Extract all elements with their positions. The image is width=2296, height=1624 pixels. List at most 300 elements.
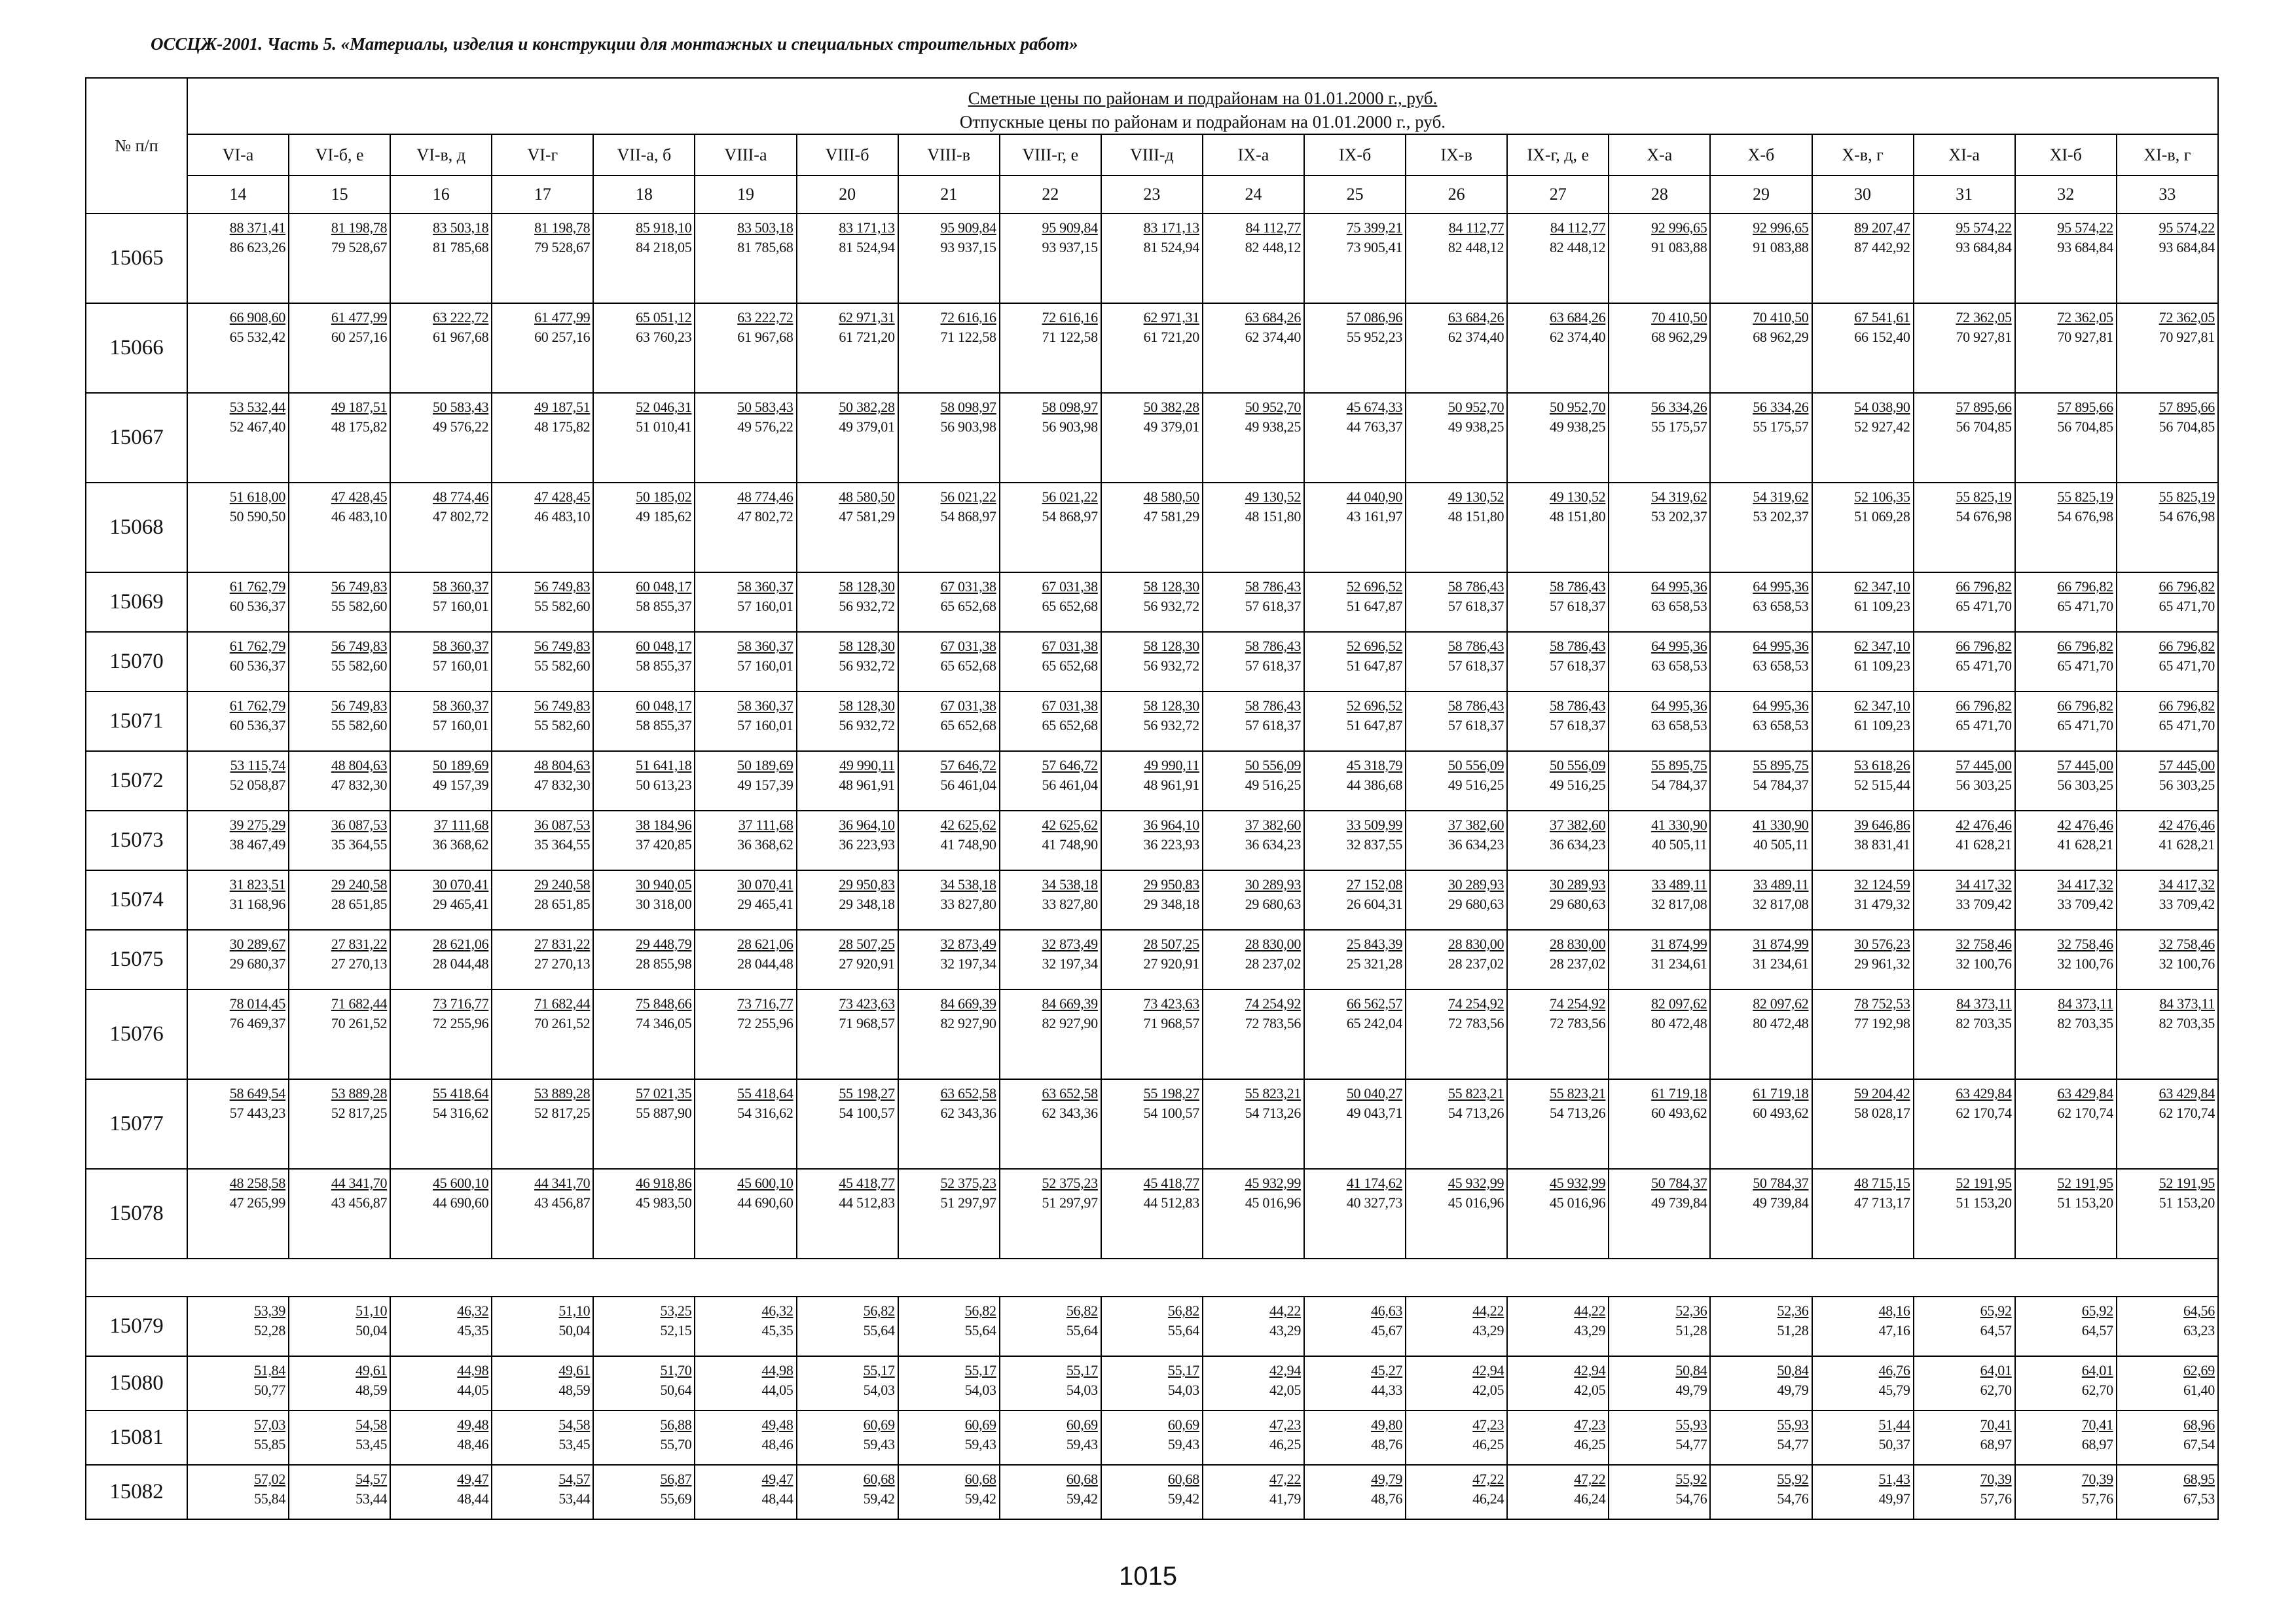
release-price: 32 817,08 [1651, 896, 1707, 912]
estimate-price: 54,58 [355, 1416, 388, 1433]
price-cell [390, 213, 492, 303]
price-cell [1406, 303, 1507, 393]
price-cell [1304, 483, 1406, 572]
column-header: VII-а, б [593, 134, 695, 175]
estimate-price: 58 128,30 [1143, 578, 1199, 595]
estimate-price: 51,43 [1878, 1471, 1910, 1487]
column-header: XI-в, г [2117, 134, 2218, 175]
release-price: 38 467,49 [229, 836, 286, 853]
estimate-price: 82 097,62 [1753, 995, 1809, 1012]
price-cell [1710, 989, 1812, 1079]
price-cell [1304, 692, 1406, 751]
row-number: 15082 [86, 1465, 187, 1519]
price-cell [1914, 751, 2015, 811]
estimate-price: 55 895,75 [1651, 757, 1707, 773]
price-cell [1812, 483, 1914, 572]
estimate-price: 48 774,46 [432, 489, 489, 505]
column-index: 26 [1406, 175, 1507, 213]
release-price: 77 192,98 [1854, 1015, 1910, 1031]
estimate-price: 45 418,77 [1143, 1175, 1199, 1191]
estimate-price: 28 830,00 [1550, 936, 1606, 952]
price-cell [289, 1297, 390, 1356]
release-price: 46 483,10 [534, 508, 591, 525]
release-price: 87 442,92 [1854, 239, 1910, 255]
price-cell [187, 692, 289, 751]
estimate-price: 57 895,66 [2159, 399, 2215, 415]
release-price: 45,79 [1878, 1382, 1910, 1398]
price-cell [289, 1169, 390, 1259]
release-price: 57 160,01 [737, 657, 793, 674]
release-price: 70 927,81 [2159, 329, 2215, 345]
price-cell [1000, 751, 1101, 811]
release-price: 65 652,68 [940, 598, 996, 614]
release-price: 82 448,12 [1550, 239, 1606, 255]
estimate-price: 56 021,22 [1042, 489, 1098, 505]
price-cell [1406, 692, 1507, 751]
estimate-price: 33 509,99 [1346, 817, 1403, 833]
price-cell [695, 870, 796, 930]
estimate-price: 49 130,52 [1448, 489, 1504, 505]
release-price: 86 623,26 [229, 239, 286, 255]
estimate-price: 29 950,83 [839, 876, 895, 893]
price-cell [390, 1356, 492, 1411]
estimate-price: 60,69 [863, 1416, 895, 1433]
estimate-price: 95 574,22 [2159, 219, 2215, 236]
estimate-price: 53,39 [254, 1302, 286, 1319]
price-cell [187, 930, 289, 989]
price-cell [1406, 483, 1507, 572]
page-number: 1015 [1119, 1562, 1177, 1591]
price-cell [695, 1356, 796, 1411]
estimate-price: 63 652,58 [940, 1085, 996, 1101]
release-price: 35 364,55 [534, 836, 591, 853]
release-price: 41 628,21 [1956, 836, 2012, 853]
release-price: 49 516,25 [1448, 777, 1504, 793]
release-price: 70 261,52 [534, 1015, 591, 1031]
price-cell [2117, 989, 2218, 1079]
column-header: VI-г [492, 134, 593, 175]
table-row [86, 632, 2218, 692]
estimate-price: 83 171,13 [839, 219, 895, 236]
estimate-price: 56 749,83 [331, 638, 388, 654]
price-cell [1609, 751, 1710, 811]
release-price: 59,42 [964, 1490, 996, 1507]
price-cell [390, 393, 492, 483]
price-cell [593, 751, 695, 811]
table-row [86, 1411, 2218, 1465]
estimate-price: 66 562,57 [1346, 995, 1403, 1012]
estimate-price: 47,22 [1574, 1471, 1606, 1487]
release-price: 47 713,17 [1854, 1194, 1910, 1211]
release-price: 42,05 [1269, 1382, 1302, 1398]
price-cell [1000, 483, 1101, 572]
estimate-price: 92 996,65 [1753, 219, 1809, 236]
column-header: XI-б [2015, 134, 2117, 175]
price-cell [1000, 632, 1101, 692]
price-cell [492, 811, 593, 870]
price-cell [898, 870, 1000, 930]
release-price: 93 684,84 [1956, 239, 2012, 255]
price-cell [492, 393, 593, 483]
table-row [86, 213, 2218, 303]
release-price: 47 581,29 [1143, 508, 1199, 525]
price-cell [187, 572, 289, 632]
release-price: 36 223,93 [839, 836, 895, 853]
release-price: 56 461,04 [1042, 777, 1098, 793]
release-price: 47 581,29 [839, 508, 895, 525]
estimate-price: 70,39 [1980, 1471, 2012, 1487]
price-cell [289, 632, 390, 692]
estimate-price: 31 874,99 [1651, 936, 1707, 952]
estimate-price: 57 646,72 [940, 757, 996, 773]
release-price: 37 420,85 [636, 836, 692, 853]
price-cell [1203, 989, 1304, 1079]
release-price: 44 690,60 [432, 1194, 489, 1211]
release-price: 47 265,99 [229, 1194, 286, 1211]
estimate-price: 41 330,90 [1753, 817, 1809, 833]
price-cell [898, 1356, 1000, 1411]
price-cell [695, 692, 796, 751]
price-cell [797, 213, 898, 303]
estimate-price: 64 995,36 [1753, 697, 1809, 714]
estimate-price: 50 583,43 [737, 399, 793, 415]
release-price: 59,43 [964, 1436, 996, 1452]
estimate-price: 83 171,13 [1143, 219, 1199, 236]
estimate-price: 58 786,43 [1550, 578, 1606, 595]
estimate-price: 44,22 [1472, 1302, 1504, 1319]
price-cell [1101, 572, 1203, 632]
estimate-price: 48 804,63 [534, 757, 591, 773]
estimate-price: 53 618,26 [1854, 757, 1910, 773]
estimate-price: 66 796,82 [1956, 697, 2012, 714]
estimate-price: 44 040,90 [1346, 489, 1403, 505]
estimate-price: 74 254,92 [1448, 995, 1504, 1012]
price-cell [593, 1169, 695, 1259]
release-price: 49 157,39 [432, 777, 489, 793]
price-cell [1812, 303, 1914, 393]
estimate-price: 54,57 [558, 1471, 591, 1487]
price-cell [1812, 1079, 1914, 1169]
estimate-price: 42 476,46 [2159, 817, 2215, 833]
estimate-price: 46,76 [1878, 1362, 1910, 1378]
release-price: 48,44 [761, 1490, 793, 1507]
release-price: 28 237,02 [1448, 955, 1504, 972]
estimate-price: 55 825,19 [2057, 489, 2113, 505]
estimate-price: 58 786,43 [1448, 697, 1504, 714]
price-cell [492, 1297, 593, 1356]
estimate-price: 83 503,18 [432, 219, 489, 236]
price-cell [2015, 572, 2117, 632]
estimate-price: 73 423,63 [839, 995, 895, 1012]
release-price: 55,69 [660, 1490, 692, 1507]
estimate-price: 63 684,26 [1448, 309, 1504, 325]
estimate-price: 55 823,21 [1245, 1085, 1302, 1101]
table-body [86, 213, 2218, 1519]
estimate-price: 36 964,10 [1143, 817, 1199, 833]
estimate-price: 58 360,37 [432, 578, 489, 595]
price-cell [492, 632, 593, 692]
release-price: 60 493,62 [1651, 1105, 1707, 1121]
price-cell [390, 632, 492, 692]
release-price: 29 961,32 [1854, 955, 1910, 972]
release-price: 56 303,25 [2159, 777, 2215, 793]
price-cell [593, 1297, 695, 1356]
release-price: 55 887,90 [636, 1105, 692, 1121]
estimate-price: 34 417,32 [1956, 876, 2012, 893]
row-number: 15070 [86, 632, 187, 692]
release-price: 65 242,04 [1346, 1015, 1403, 1031]
price-cell [1101, 483, 1203, 572]
release-price: 70 261,52 [331, 1015, 388, 1031]
estimate-price: 37 111,68 [433, 817, 489, 833]
price-cell [2015, 1356, 2117, 1411]
estimate-price: 50 556,09 [1245, 757, 1302, 773]
release-price: 55 582,60 [534, 657, 591, 674]
estimate-price: 44,22 [1574, 1302, 1606, 1319]
estimate-price: 34 538,18 [1042, 876, 1098, 893]
column-header: IX-в [1406, 134, 1507, 175]
price-cell [1101, 1411, 1203, 1465]
price-cell [898, 751, 1000, 811]
price-cell [1304, 930, 1406, 989]
estimate-price: 50 784,37 [1651, 1175, 1707, 1191]
price-cell [2117, 393, 2218, 483]
release-price: 33 709,42 [2159, 896, 2215, 912]
table-row [86, 303, 2218, 393]
estimate-price: 44,98 [457, 1362, 489, 1378]
price-cell [797, 870, 898, 930]
release-price: 48,44 [457, 1490, 489, 1507]
estimate-price: 58 786,43 [1448, 578, 1504, 595]
column-index: 25 [1304, 175, 1406, 213]
estimate-price: 84 112,77 [1448, 219, 1504, 236]
price-cell [1710, 1297, 1812, 1356]
estimate-price: 49 130,52 [1245, 489, 1302, 505]
price-cell [1812, 692, 1914, 751]
price-cell [1914, 692, 2015, 751]
estimate-price: 37 382,60 [1245, 817, 1302, 833]
price-cell [1609, 1465, 1710, 1519]
price-cell [492, 751, 593, 811]
price-cell [2117, 1297, 2218, 1356]
release-price: 50,77 [254, 1382, 286, 1398]
price-cell [2117, 1411, 2218, 1465]
price-cell [2117, 213, 2218, 303]
release-price: 62,70 [2081, 1382, 2113, 1398]
price-cell [2015, 811, 2117, 870]
estimate-price: 30 576,23 [1854, 936, 1910, 952]
price-cell [797, 1411, 898, 1465]
price-cell [390, 572, 492, 632]
price-cell [2117, 483, 2218, 572]
release-price: 61 109,23 [1854, 717, 1910, 733]
release-price: 66 152,40 [1854, 329, 1910, 345]
price-cell [1304, 1169, 1406, 1259]
estimate-price: 64 995,36 [1651, 697, 1707, 714]
release-price: 33 709,42 [2057, 896, 2113, 912]
release-price: 65 652,68 [940, 717, 996, 733]
price-cell [2015, 870, 2117, 930]
estimate-price: 64,01 [2081, 1362, 2113, 1378]
price-cell [1507, 303, 1609, 393]
price-cell [1203, 930, 1304, 989]
estimate-price: 49,48 [761, 1416, 793, 1433]
price-cell [1812, 393, 1914, 483]
estimate-price: 63 652,58 [1042, 1085, 1098, 1101]
price-cell [1507, 393, 1609, 483]
estimate-price: 50 382,28 [1143, 399, 1199, 415]
estimate-price: 49,80 [1371, 1416, 1403, 1433]
release-price: 67,53 [2183, 1490, 2215, 1507]
estimate-price: 51,84 [254, 1362, 286, 1378]
release-price: 29 348,18 [839, 896, 895, 912]
price-cell [797, 1356, 898, 1411]
release-price: 57 618,37 [1550, 717, 1606, 733]
price-cell [1507, 811, 1609, 870]
price-cell [1101, 1079, 1203, 1169]
price-cell [187, 1356, 289, 1411]
title-row [86, 78, 2218, 134]
price-cell [1609, 870, 1710, 930]
price-cell [1000, 1411, 1101, 1465]
estimate-price: 63 429,84 [1956, 1085, 2012, 1101]
release-price: 54 868,97 [1042, 508, 1098, 525]
price-cell [1609, 1297, 1710, 1356]
estimate-price: 29 240,58 [534, 876, 591, 893]
release-price: 55 175,57 [1753, 418, 1809, 435]
price-cell [1914, 870, 2015, 930]
estimate-price: 66 796,82 [2057, 697, 2113, 714]
price-cell [1710, 811, 1812, 870]
estimate-price: 55,17 [1167, 1362, 1199, 1378]
release-price: 53 202,37 [1651, 508, 1707, 525]
release-price: 65 471,70 [2057, 598, 2113, 614]
price-cell [1406, 989, 1507, 1079]
price-cell [797, 1079, 898, 1169]
price-cell [898, 989, 1000, 1079]
release-price: 65 471,70 [2057, 657, 2113, 674]
price-cell [1914, 1465, 2015, 1519]
price-cell [593, 572, 695, 632]
release-price: 55,64 [964, 1322, 996, 1338]
price-cell [492, 1356, 593, 1411]
release-price: 63,23 [2183, 1322, 2215, 1338]
price-cell [1507, 1465, 1609, 1519]
price-cell [187, 1411, 289, 1465]
row-number: 15073 [86, 811, 187, 870]
price-cell [898, 303, 1000, 393]
estimate-price: 34 417,32 [2159, 876, 2215, 893]
price-cell [390, 989, 492, 1079]
price-cell [1101, 632, 1203, 692]
price-cell [2015, 1079, 2117, 1169]
estimate-price: 58 128,30 [1143, 638, 1199, 654]
price-cell [1914, 989, 2015, 1079]
price-cell [1203, 751, 1304, 811]
estimate-price: 46,32 [457, 1302, 489, 1319]
release-price: 61 721,20 [839, 329, 895, 345]
column-header: VI-в, д [390, 134, 492, 175]
price-cell [187, 632, 289, 692]
estimate-price: 60 048,17 [636, 638, 692, 654]
table-row [86, 1169, 2218, 1259]
price-cell [289, 930, 390, 989]
release-price: 56 704,85 [2159, 418, 2215, 435]
release-price: 48,46 [457, 1436, 489, 1452]
estimate-price: 95 909,84 [1042, 219, 1098, 236]
release-price: 48 151,80 [1448, 508, 1504, 525]
estimate-price: 81 198,78 [534, 219, 591, 236]
price-cell [593, 483, 695, 572]
price-cell [1507, 1169, 1609, 1259]
release-price: 51 153,20 [2057, 1194, 2113, 1211]
release-price: 43 161,97 [1346, 508, 1403, 525]
estimate-price: 65,92 [1980, 1302, 2012, 1319]
release-price: 62 374,40 [1448, 329, 1504, 345]
estimate-price: 51 618,00 [229, 489, 286, 505]
price-cell [898, 483, 1000, 572]
release-price: 47 802,72 [737, 508, 793, 525]
release-price: 31 479,32 [1854, 896, 1910, 912]
estimate-price: 95 909,84 [940, 219, 996, 236]
estimate-price: 67 541,61 [1854, 309, 1910, 325]
estimate-price: 67 031,38 [1042, 638, 1098, 654]
release-price: 47 802,72 [432, 508, 489, 525]
release-price: 49 379,01 [1143, 418, 1199, 435]
release-price: 79 528,67 [534, 239, 591, 255]
estimate-price: 55,93 [1675, 1416, 1707, 1433]
estimate-price: 37 111,68 [738, 817, 793, 833]
release-prices-title: Отпускные цены по районам и подрайонам на 01.01.2000 г., руб. [959, 112, 1446, 132]
price-cell [695, 1079, 796, 1169]
release-price: 28 237,02 [1550, 955, 1606, 972]
price-cell [492, 870, 593, 930]
estimate-price: 72 616,16 [940, 309, 996, 325]
release-price: 49 043,71 [1346, 1105, 1403, 1121]
release-price: 82 703,35 [2057, 1015, 2113, 1031]
estimate-price: 60,68 [863, 1471, 895, 1487]
price-cell [2015, 1411, 2117, 1465]
release-price: 61 721,20 [1143, 329, 1199, 345]
price-cell [695, 1169, 796, 1259]
price-cell [492, 989, 593, 1079]
release-price: 53,44 [558, 1490, 591, 1507]
price-cell [1203, 870, 1304, 930]
price-cell [492, 213, 593, 303]
release-price: 74 346,05 [636, 1015, 692, 1031]
price-cell [1812, 930, 1914, 989]
release-price: 65 652,68 [940, 657, 996, 674]
estimate-price: 50 189,69 [432, 757, 489, 773]
estimate-price: 36 087,53 [534, 817, 591, 833]
release-price: 25 321,28 [1346, 955, 1403, 972]
estimate-price: 45 674,33 [1346, 399, 1403, 415]
price-cell [289, 751, 390, 811]
row-number: 15074 [86, 870, 187, 930]
price-cell [2117, 811, 2218, 870]
release-price: 50 613,23 [636, 777, 692, 793]
release-price: 63 658,53 [1651, 657, 1707, 674]
release-price: 56 932,72 [839, 598, 895, 614]
price-cell [1101, 393, 1203, 483]
price-cell [1304, 1356, 1406, 1411]
estimate-price: 89 207,47 [1854, 219, 1910, 236]
price-cell [1812, 870, 1914, 930]
column-header: VIII-г, е [1000, 134, 1101, 175]
release-price: 55 582,60 [331, 598, 388, 614]
release-price: 42,05 [1472, 1382, 1504, 1398]
release-price: 45,67 [1371, 1322, 1403, 1338]
